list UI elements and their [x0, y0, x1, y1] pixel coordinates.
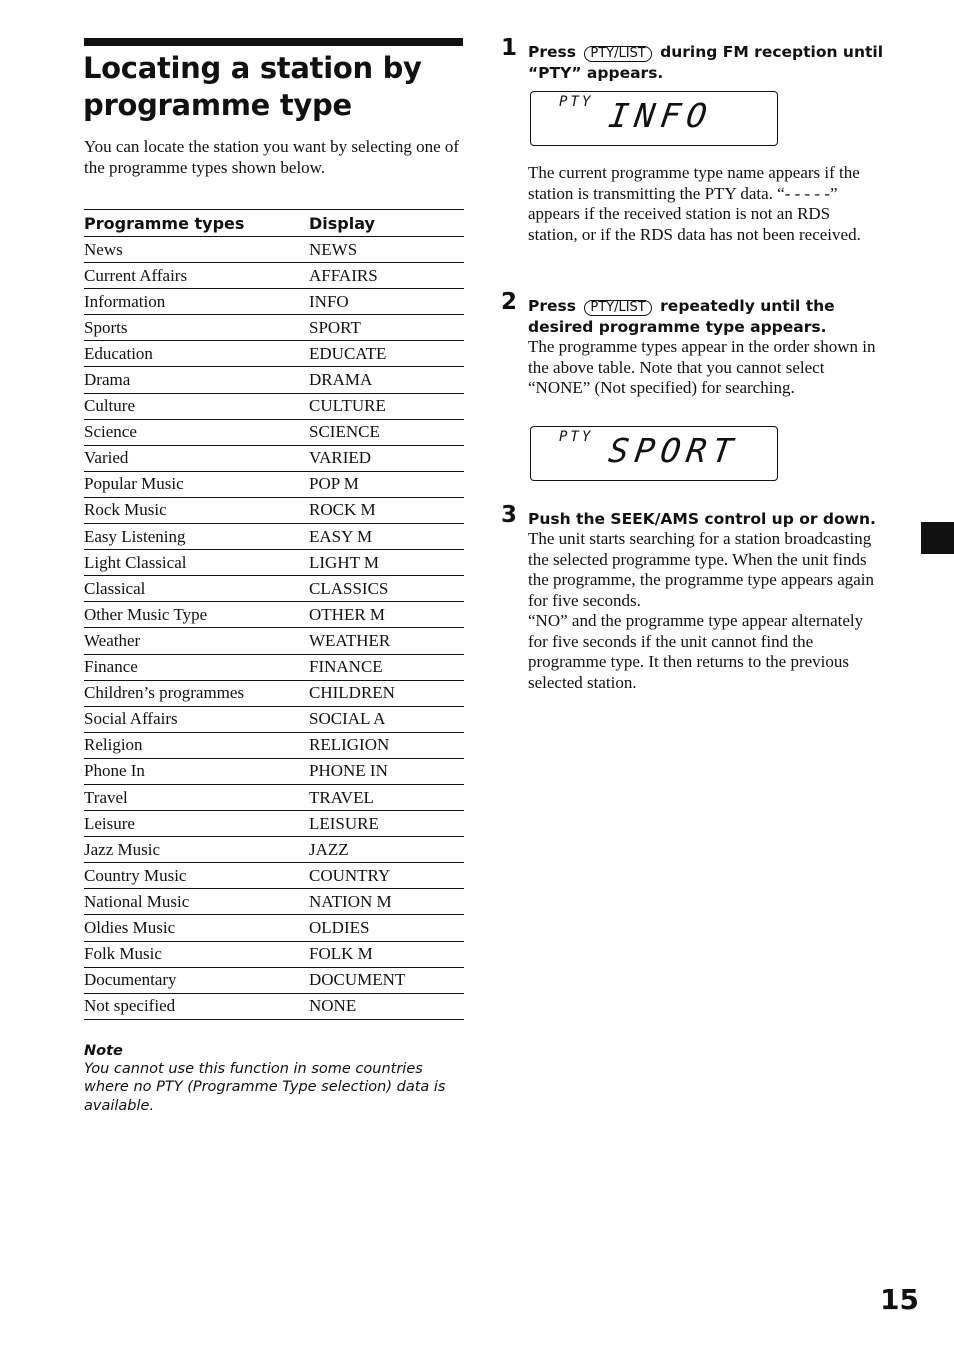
- display-cell: SPORT: [309, 315, 464, 341]
- table-row: [84, 706, 464, 732]
- table-row: [84, 576, 464, 602]
- table-body: [84, 237, 464, 1020]
- table-row: [84, 628, 464, 654]
- programme-type-table: [84, 209, 464, 1020]
- pty-list-key-icon: PTY/LIST: [584, 46, 651, 62]
- table-row: [84, 889, 464, 915]
- display-cell: WEATHER: [309, 628, 464, 654]
- display-cell: DRAMA: [309, 367, 464, 393]
- programme-type-cell: Drama: [84, 367, 309, 393]
- table-row: [84, 497, 464, 523]
- programme-type-cell: Finance: [84, 654, 309, 680]
- display-cell: INFO: [309, 289, 464, 315]
- step-1-number: 1: [501, 35, 518, 61]
- page-title: Locating a station by programme type: [83, 51, 422, 122]
- display-cell: COUNTRY: [309, 863, 464, 889]
- display-cell: JAZZ: [309, 837, 464, 863]
- table-row: [84, 732, 464, 758]
- programme-type-cell: Travel: [84, 784, 309, 810]
- table-row: [84, 993, 464, 1019]
- table-row: [84, 393, 464, 419]
- step-2-heading: [528, 296, 888, 337]
- section-tab-marker: [921, 522, 954, 554]
- display-cell: FINANCE: [309, 654, 464, 680]
- step-1-heading-post: during FM reception until “PTY” appears.: [528, 43, 884, 82]
- table-row: [84, 445, 464, 471]
- table-row: [84, 315, 464, 341]
- programme-type-cell: Leisure: [84, 811, 309, 837]
- intro-paragraph: You can locate the station you want by selecting one of the programme types shown below.: [84, 137, 460, 177]
- step-1-heading-pre: Press: [528, 43, 576, 61]
- title-rule: [84, 38, 463, 46]
- table-row: [84, 915, 464, 941]
- display-cell: EASY M: [309, 524, 464, 550]
- table-row: [84, 811, 464, 837]
- lcd-main-text: SPORT: [606, 431, 742, 470]
- table-row: [84, 263, 464, 289]
- table-row: [84, 758, 464, 784]
- programme-type-cell: Classical: [84, 576, 309, 602]
- display-cell: NONE: [309, 993, 464, 1019]
- programme-type-cell: Culture: [84, 393, 309, 419]
- display-cell: LIGHT M: [309, 550, 464, 576]
- table-row: [84, 289, 464, 315]
- step-2-body: The programme types appear in the order shown in the above table. Note that you cannot select “NONE” (Not specified) for searching.: [528, 337, 876, 397]
- table-row: [84, 837, 464, 863]
- step-3-heading: Push the SEEK/AMS control up or down.: [528, 510, 876, 528]
- display-cell: DOCUMENT: [309, 967, 464, 993]
- programme-type-cell: Religion: [84, 732, 309, 758]
- table-header-row: [84, 210, 464, 237]
- programme-type-cell: Jazz Music: [84, 837, 309, 863]
- display-cell: NATION M: [309, 889, 464, 915]
- column-header-programme-types: Programme types: [84, 210, 309, 237]
- display-cell: SCIENCE: [309, 419, 464, 445]
- programme-type-cell: Documentary: [84, 967, 309, 993]
- table-row: [84, 550, 464, 576]
- table-row: [84, 863, 464, 889]
- programme-type-cell: Folk Music: [84, 941, 309, 967]
- programme-type-cell: Other Music Type: [84, 602, 309, 628]
- table-row: [84, 602, 464, 628]
- programme-type-cell: Light Classical: [84, 550, 309, 576]
- page-number: 15: [880, 1283, 919, 1316]
- programme-type-cell: Popular Music: [84, 471, 309, 497]
- step-3-body-paragraph-1: The unit starts searching for a station broadcasting the selected programme type. When the unit finds the programme, the programme type appears again for five seconds.: [528, 529, 875, 610]
- display-cell: OTHER M: [309, 602, 464, 628]
- programme-type-cell: Science: [84, 419, 309, 445]
- display-cell: RELIGION: [309, 732, 464, 758]
- table-row: [84, 341, 464, 367]
- display-cell: CLASSICS: [309, 576, 464, 602]
- programme-type-cell: Rock Music: [84, 497, 309, 523]
- table-row: [84, 967, 464, 993]
- step-3-number: 3: [501, 502, 518, 528]
- lcd-display-info: [530, 91, 778, 146]
- display-cell: LEISURE: [309, 811, 464, 837]
- step-2-heading-post: repeatedly until the desired programme type appears.: [528, 297, 835, 336]
- display-cell: POP M: [309, 471, 464, 497]
- programme-type-cell: Education: [84, 341, 309, 367]
- programme-type-cell: Varied: [84, 445, 309, 471]
- display-cell: EDUCATE: [309, 341, 464, 367]
- programme-type-cell: Country Music: [84, 863, 309, 889]
- table-row: [84, 237, 464, 263]
- table-row: [84, 680, 464, 706]
- programme-type-cell: Not specified: [84, 993, 309, 1019]
- step-1-heading: [528, 42, 888, 83]
- table-row: [84, 524, 464, 550]
- table-row: [84, 654, 464, 680]
- display-cell: SOCIAL A: [309, 706, 464, 732]
- table-row: [84, 367, 464, 393]
- table-row: [84, 941, 464, 967]
- programme-type-cell: Weather: [84, 628, 309, 654]
- display-cell: AFFAIRS: [309, 263, 464, 289]
- programme-type-cell: Easy Listening: [84, 524, 309, 550]
- note-title: Note: [84, 1043, 123, 1059]
- display-cell: FOLK M: [309, 941, 464, 967]
- table-row: [84, 784, 464, 810]
- display-cell: CHILDREN: [309, 680, 464, 706]
- pty-list-key-icon: PTY/LIST: [584, 300, 651, 316]
- display-cell: VARIED: [309, 445, 464, 471]
- column-header-display: Display: [309, 210, 464, 237]
- programme-type-cell: National Music: [84, 889, 309, 915]
- programme-type-cell: Current Affairs: [84, 263, 309, 289]
- display-cell: CULTURE: [309, 393, 464, 419]
- note-text: You cannot use this function in some countries where no PTY (Programme Type selection) data is available.: [84, 1061, 446, 1114]
- display-cell: NEWS: [309, 237, 464, 263]
- step-1-body: The current programme type name appears if the station is transmitting the PTY data. “- - - - -” appears if the received station is not an RDS station, or if the RDS data has not been received.: [528, 163, 861, 244]
- programme-type-cell: Oldies Music: [84, 915, 309, 941]
- lcd-pty-indicator: PTY: [559, 429, 594, 445]
- display-cell: OLDIES: [309, 915, 464, 941]
- step-2-heading-pre: Press: [528, 297, 576, 315]
- display-cell: PHONE IN: [309, 758, 464, 784]
- programme-type-cell: News: [84, 237, 309, 263]
- programme-type-cell: Social Affairs: [84, 706, 309, 732]
- programme-type-cell: Information: [84, 289, 309, 315]
- programme-type-cell: Children’s programmes: [84, 680, 309, 706]
- display-cell: ROCK M: [309, 497, 464, 523]
- note-block: [84, 1042, 464, 1115]
- programme-type-cell: Phone In: [84, 758, 309, 784]
- lcd-display-sport: [530, 426, 778, 481]
- step-2-number: 2: [501, 289, 518, 315]
- lcd-main-text: INFO: [606, 96, 716, 135]
- step-3-body-paragraph-2: “NO” and the programme type appear alternately for five seconds if the unit cannot find the programme type. It then returns to the previous selected station.: [528, 611, 864, 692]
- table-row: [84, 419, 464, 445]
- lcd-pty-indicator: PTY: [559, 94, 594, 110]
- display-cell: TRAVEL: [309, 784, 464, 810]
- programme-type-cell: Sports: [84, 315, 309, 341]
- table-row: [84, 471, 464, 497]
- step-3-body: [528, 529, 883, 693]
